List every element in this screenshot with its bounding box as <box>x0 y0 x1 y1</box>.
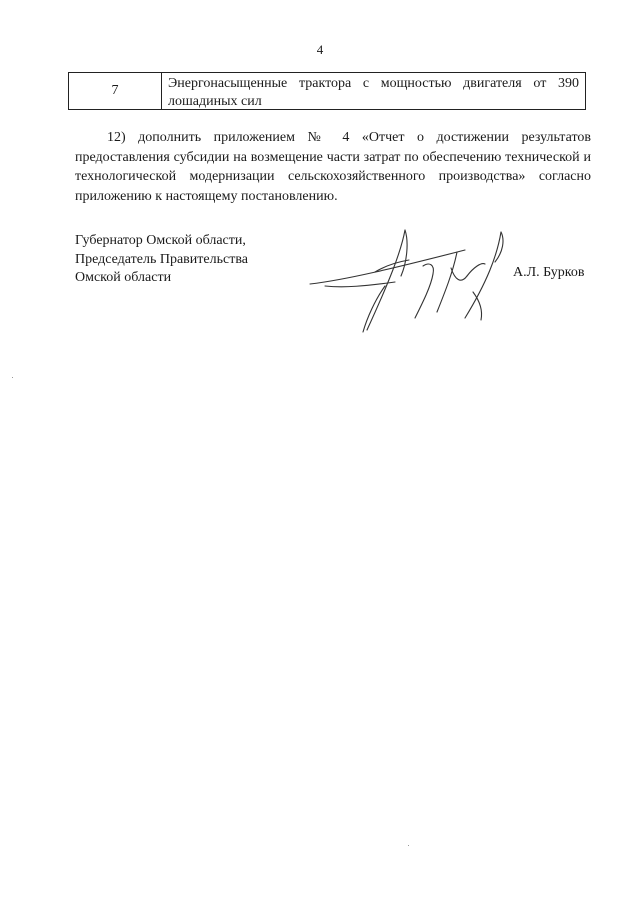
scan-speck <box>408 845 409 846</box>
table-cell-number: 7 <box>69 73 162 109</box>
signatory-name: А.Л. Бурков <box>513 265 585 280</box>
handwritten-signature <box>305 222 525 334</box>
scan-speck <box>12 377 13 378</box>
signatory-title-line-3: Омской области <box>75 270 172 285</box>
table-cell-description: Энергонасыщенные трактора с мощностью двигателя от 390 лошадиных сил <box>168 76 579 109</box>
body-paragraph: 12) дополнить приложением № 4 «Отчет о достижении результатов предоставления субсидии на возмещение части затрат по обеспечению технической и технологической модернизации сельскохозяйственного производства» согласно приложению к настоящему постановлению. <box>75 130 591 204</box>
table-row <box>68 72 586 110</box>
signatory-title-line-2: Председатель Правительства <box>75 251 248 267</box>
signatory-title <box>75 232 248 288</box>
signatory-title-line-1: Губернатор Омской области, <box>75 233 246 248</box>
page-number: 4 <box>316 42 324 57</box>
